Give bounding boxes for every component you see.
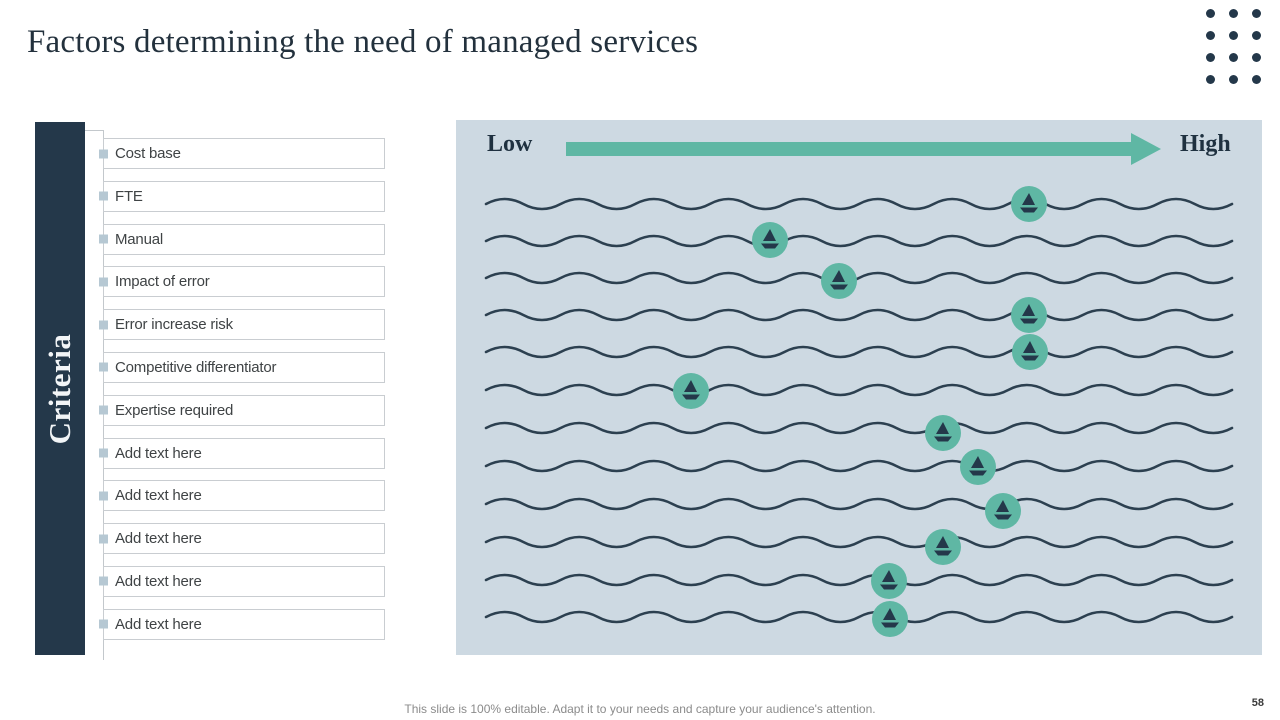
criteria-item[interactable] bbox=[103, 438, 385, 469]
wave-line bbox=[486, 310, 1232, 320]
boat-marker[interactable] bbox=[925, 415, 961, 451]
criteria-item[interactable] bbox=[103, 609, 385, 640]
criteria-item[interactable] bbox=[103, 181, 385, 212]
criteria-item[interactable] bbox=[103, 352, 385, 383]
wave-line bbox=[486, 612, 1232, 622]
criteria-list bbox=[103, 138, 385, 652]
criteria-item-label: Expertise required bbox=[115, 401, 234, 419]
criteria-sidebar bbox=[35, 122, 85, 655]
criteria-item[interactable] bbox=[103, 138, 385, 169]
boat-marker[interactable] bbox=[871, 563, 907, 599]
ocean-svg bbox=[456, 120, 1262, 655]
dot-icon bbox=[1206, 31, 1215, 40]
wave-line bbox=[486, 537, 1232, 547]
criteria-heading: Criteria bbox=[42, 333, 77, 444]
bullet-square-icon bbox=[99, 491, 108, 500]
criteria-item[interactable] bbox=[103, 395, 385, 426]
boat-marker[interactable] bbox=[960, 449, 996, 485]
criteria-item-label: Impact of error bbox=[115, 273, 210, 291]
dots-decoration bbox=[1206, 9, 1261, 84]
boat-marker[interactable] bbox=[1012, 334, 1048, 370]
page-title: Factors determining the need of managed services bbox=[27, 24, 699, 60]
bullet-square-icon bbox=[99, 235, 108, 244]
criteria-item[interactable] bbox=[103, 224, 385, 255]
bullet-square-icon bbox=[99, 620, 108, 629]
dot-icon bbox=[1206, 53, 1215, 62]
wave-line bbox=[486, 199, 1232, 209]
scale-low-label: Low bbox=[487, 131, 533, 157]
page-number: 58 bbox=[1251, 697, 1264, 709]
wave-line bbox=[486, 575, 1232, 585]
dot-icon bbox=[1252, 75, 1261, 84]
bullet-square-icon bbox=[99, 149, 108, 158]
boat-marker[interactable] bbox=[673, 373, 709, 409]
criteria-item-label: Manual bbox=[115, 230, 163, 248]
dot-icon bbox=[1206, 9, 1215, 18]
dot-icon bbox=[1252, 9, 1261, 18]
boat-marker[interactable] bbox=[821, 263, 857, 299]
bullet-square-icon bbox=[99, 363, 108, 372]
criteria-item-label: Error increase risk bbox=[115, 316, 233, 334]
dot-icon bbox=[1252, 31, 1261, 40]
scale-high-label: High bbox=[1180, 131, 1231, 157]
criteria-item[interactable] bbox=[103, 309, 385, 340]
criteria-item[interactable] bbox=[103, 566, 385, 597]
criteria-item[interactable] bbox=[103, 523, 385, 554]
bullet-square-icon bbox=[99, 534, 108, 543]
criteria-item-label: Add text here bbox=[115, 487, 202, 505]
dot-icon bbox=[1252, 53, 1261, 62]
bullet-square-icon bbox=[99, 320, 108, 329]
boat-marker[interactable] bbox=[1011, 186, 1047, 222]
wave-line bbox=[486, 499, 1232, 509]
dot-icon bbox=[1229, 9, 1238, 18]
dot-icon bbox=[1206, 75, 1215, 84]
boat-marker[interactable] bbox=[1011, 297, 1047, 333]
bullet-square-icon bbox=[99, 577, 108, 586]
wave-line bbox=[486, 423, 1232, 433]
boat-marker[interactable] bbox=[872, 601, 908, 637]
criteria-item[interactable] bbox=[103, 480, 385, 511]
wave-line bbox=[486, 236, 1232, 246]
criteria-item-label: Add text here bbox=[115, 530, 202, 548]
boat-marker[interactable] bbox=[925, 529, 961, 565]
bullet-square-icon bbox=[99, 277, 108, 286]
boat-marker[interactable] bbox=[985, 493, 1021, 529]
dot-icon bbox=[1229, 31, 1238, 40]
bullet-square-icon bbox=[99, 192, 108, 201]
connector-line-horizontal bbox=[85, 130, 103, 131]
boat-marker[interactable] bbox=[752, 222, 788, 258]
wave-line bbox=[486, 385, 1232, 395]
criteria-item-label: Cost base bbox=[115, 145, 181, 162]
bullet-square-icon bbox=[99, 449, 108, 458]
criteria-item-label: Add text here bbox=[115, 572, 202, 590]
footer-note: This slide is 100% editable. Adapt it to your needs and capture your audience's attention. bbox=[404, 702, 876, 716]
bullet-square-icon bbox=[99, 406, 108, 415]
criteria-item[interactable] bbox=[103, 266, 385, 297]
dot-icon bbox=[1229, 53, 1238, 62]
criteria-item-label: Add text here bbox=[115, 615, 202, 633]
wave-line bbox=[486, 461, 1232, 471]
criteria-item-label: Add text here bbox=[115, 444, 202, 462]
criteria-item-label: FTE bbox=[115, 187, 143, 205]
wave-line bbox=[486, 273, 1232, 283]
wave-line bbox=[486, 347, 1232, 357]
criteria-item-label: Competitive differentiator bbox=[115, 358, 277, 376]
dot-icon bbox=[1229, 75, 1238, 84]
